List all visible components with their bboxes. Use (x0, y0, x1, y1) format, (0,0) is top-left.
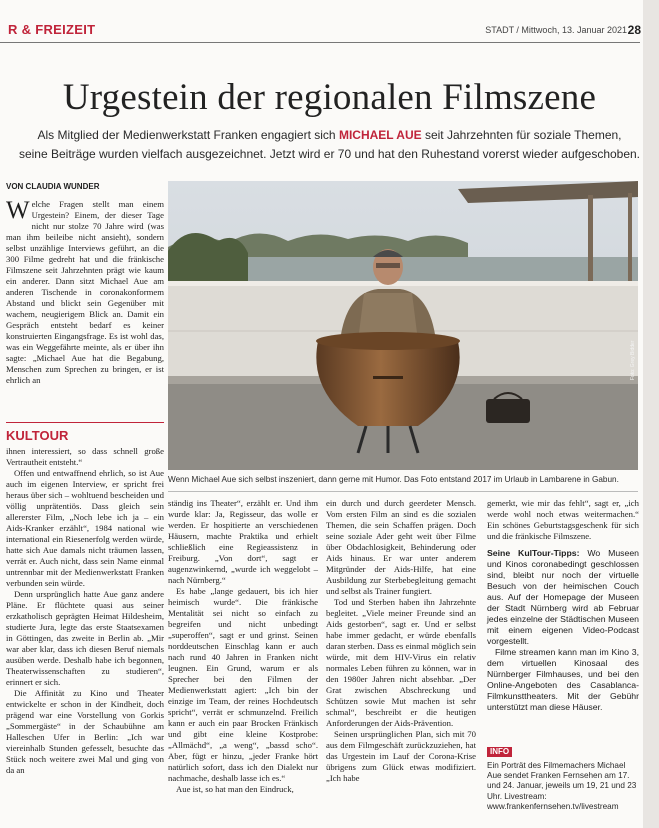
tips-label: Seine KulTour-Tipps: (487, 548, 580, 558)
info-box (487, 741, 639, 812)
column-3 (326, 498, 476, 784)
tips-paragraph (487, 548, 639, 647)
dropcap: W (6, 197, 30, 224)
column-1-top (6, 199, 164, 386)
teaser-part-a: Als Mitglied der Medienwerkstatt Franken engagiert sich (37, 128, 339, 142)
paragraph: Filme streamen kann man im Kino 3, dem virtuellen Kinosaal des Nürnberger Filmhauses, und bei den Online-Angeboten des Casablanca-Filmkunsttheaters. Mit der Gebühr unterstützt man diese Häuser. (487, 647, 639, 712)
page-edge (643, 0, 659, 828)
photo-credit: Foto: Grey Bidder (630, 340, 636, 380)
photo-caption: Wenn Michael Aue sich selbst inszeniert, dann gerne mit Humor. Das Foto entstand 2017 im Urlaub in Lambarene in Gabun. (168, 475, 619, 484)
column-2 (168, 498, 318, 795)
article-teaser (0, 126, 659, 164)
paragraph: Seinen ursprünglichen Plan, sich mit 70 aus dem Filmgeschäft zurückzuziehen, hat das Urgestein im Lauf der Corona-Krise übrigens zum Glück etwas modifiziert. „Ich habe (326, 729, 476, 783)
paragraph: gemerkt, wie mir das fehlt“, sagt er, „ich werde wohl noch etwas weitermachen.“ Ein schönes Geburtstagsgeschenk für sich und die fränkische Filmszene. (487, 498, 639, 541)
issue-date: STADT / Mittwoch, 13. Januar 2021 (485, 25, 627, 35)
page-header (0, 22, 659, 42)
header-divider (0, 42, 640, 43)
section-title: R & FREIZEIT (8, 22, 96, 37)
teaser-part-b: seit Jahrzehnten für soziale Themen, (421, 128, 622, 142)
kultour-heading: KULTOUR (6, 428, 69, 443)
column-1-bottom (6, 446, 164, 776)
info-badge: INFO (487, 747, 512, 757)
page-number: 28 (627, 23, 641, 37)
paragraph: Denn ursprünglich hatte Aue ganz andere Pläne. Er flüchtete quasi aus seiner erzkatholisch geprägten Heimat Hildesheim, studierte Jura, legte das erste Staatsexamen in Göttingen, das zweite in Berlin ab. „Mir war aber klar, dass ich diesen Beruf niemals ausüben werde. Deshalb habe ich begonnen, Theaterwissenschaften zu studieren“, erinnert er sich. (6, 589, 164, 687)
kultour-label (6, 422, 164, 445)
info-text: Ein Porträt des Filmemachers Michael Aue sendet Franken Fernsehen am 17. und 24. Januar, jeweils um 19, 21 und 23 Uhr. Livestream: www.frankenfernsehen.tv/livestream (487, 761, 637, 811)
teaser-line-2: seine Beiträge wurden vielfach ausgezeichnet. Jetzt wird er 70 und hat den Ruhestand vorerst wieder aufgeschoben. (18, 147, 641, 161)
paragraph: ein durch und durch geerdeter Mensch. Vom ersten Film an sind es die sozialen Themen, die sein Schaffen prägen. Doch seine soziale Ader geht weit über Filme über Obdachlosigkeit, Behinderung oder Aids hinaus. Er war unter anderem Mitgründer der Aids-Hilfe, hat eine Ausbildung zur Sterbebegleitung gemacht und selbst als Trainer fungiert. (326, 498, 476, 596)
tips-text: Wo Museen und Kinos coronabedingt geschlossen sind, bleibt nur noch der virtuelle Besuch von der heimischen Couch aus. Auf der Homepage der Museen der Stadt Nürnberg wird ab Februar jedes einzelne der Städtischen Museen mit einem eigenen Video-Podcast vorgestellt. (487, 548, 639, 646)
teaser-name: MICHAEL AUE (338, 128, 422, 142)
column-4 (487, 498, 639, 713)
article-headline: Urgestein der regionalen Filmszene (62, 77, 597, 118)
byline: VON CLAUDIA WUNDER (6, 182, 100, 191)
paragraph: ständig ins Theater“, erzählt er. Und ihm wurde klar: Ja, Regisseur, das wolle er werden. Er hospitierte an verschiedenen Häusern, machte Praktika und erhielt schließlich eine Regieassistenz in Freiburg. „Von dort“, sagt er augenzwinkernd, „wurde ich weggelobt – nach Nürnberg.“ (168, 498, 318, 585)
paragraph: Offen und entwaffnend ehrlich, so ist Aue auch im eigenen Interview, er spricht frei heraus über sich – wohltuend bescheiden und völlig unprätentiös. Dass gleich sein allererster Film, „Noch lebe ich ja – ein Aids-Kranker erzählt“, 1984 national wie international ein Riesenerfolg werden würde, hatte sich Aue damals nicht träumen lassen, verrät er. Auch nicht, dass sein Name einmal untrennbar mit der Medienwerkstatt Franken verbunden sein würde. (6, 468, 164, 588)
paragraph: Es habe „lange gedauert, bis ich hier heimisch wurde“. Die fränkische Mentalität sei nicht so einfach zu begreifen und nicht unbedingt „superoffen“, sagt er und grinst. Seinen norddeutschen Einschlag kann er auch nach rund 40 Jahren in Franken nicht leugnen. Ein Grund, warum er als Sprecher bei den Filmen der Medienwerkstatt agiert: „Ich bin der einzige im Team, der reines Hochdeutsch spricht“, verrät er schmunzelnd. Freilich kann er auch ein paar Brocken Fränkisch und gibt eine kleine Kostprobe: „Allmächd“, „a weng“, „bassd scho“. Aber, fügt er hinzu, „jeder Franke hört natürlich sofort, dass ich den Dialekt nur nachmache, deshalb lasse ich es.“ (168, 586, 318, 783)
paragraph: Tod und Sterben haben ihn Jahrzehnte begleitet. „Viele meiner Freunde sind an Aids gestorben“, sagt er. Und er selbst habe immer gedacht, er würde ebenfalls daran sterben. Dass es einmal möglich sein würde, mit dem HIV-Virus ein relativ normales Leben führen zu können, war in den 1980er Jahren nicht absehbar. „Der Grat zwischen Abschreckung und Schützen sowie Mut machen ist sehr schmal“, beschreibt er die heutigen Anforderungen der Aids-Prävention. (326, 597, 476, 728)
paragraph: Aue ist, so hat man den Eindruck, (176, 784, 294, 794)
paragraph: Die Affinität zu Kino und Theater entwickelte er schon in der Kindheit, doch prägend war eine Vorstellung von Gorkis „Sommergäste“ in der Schaubühne am Halleschen Ufer in Berlin: „Ich war viereinhalb Stunden gefesselt, besuchte das Stück noch weitere zwei Mal und ging von da an (6, 688, 164, 775)
paragraph: ihnen interessiert, so dass schnell große Vertrautheit entsteht.“ (6, 446, 164, 467)
photo-illustration (168, 181, 638, 470)
article-photo (168, 181, 638, 470)
caption-divider (168, 491, 638, 492)
paragraph: elche Fragen stellt man einem Urgestein? Einem, der dieser Tage nicht nur stolze 70 Jahre wird (was man ihm beileibe nicht ansieht), sondern selbst unzählige Interviews geführt, an die 300 Filme gedreht hat und die fränkische Filmszene seit Jahrzehnten prägt wie kaum ein anderer. Dann sitzt Michael Aue am anderen Tischende in coronakonformem Abstand und blickt sein Gegenüber mit wachem, neugierigem Blick an. Damit ein Gespräch entsteht bedarf es keiner konstruierten Eingangsfrage. Es ist wohl das, was ein Weggefährte meinte, als er über ihn sagte: „Michael Aue hat die Begabung, Menschen zum Sprechen zu bringen, er ist ehrlich an (6, 199, 164, 385)
